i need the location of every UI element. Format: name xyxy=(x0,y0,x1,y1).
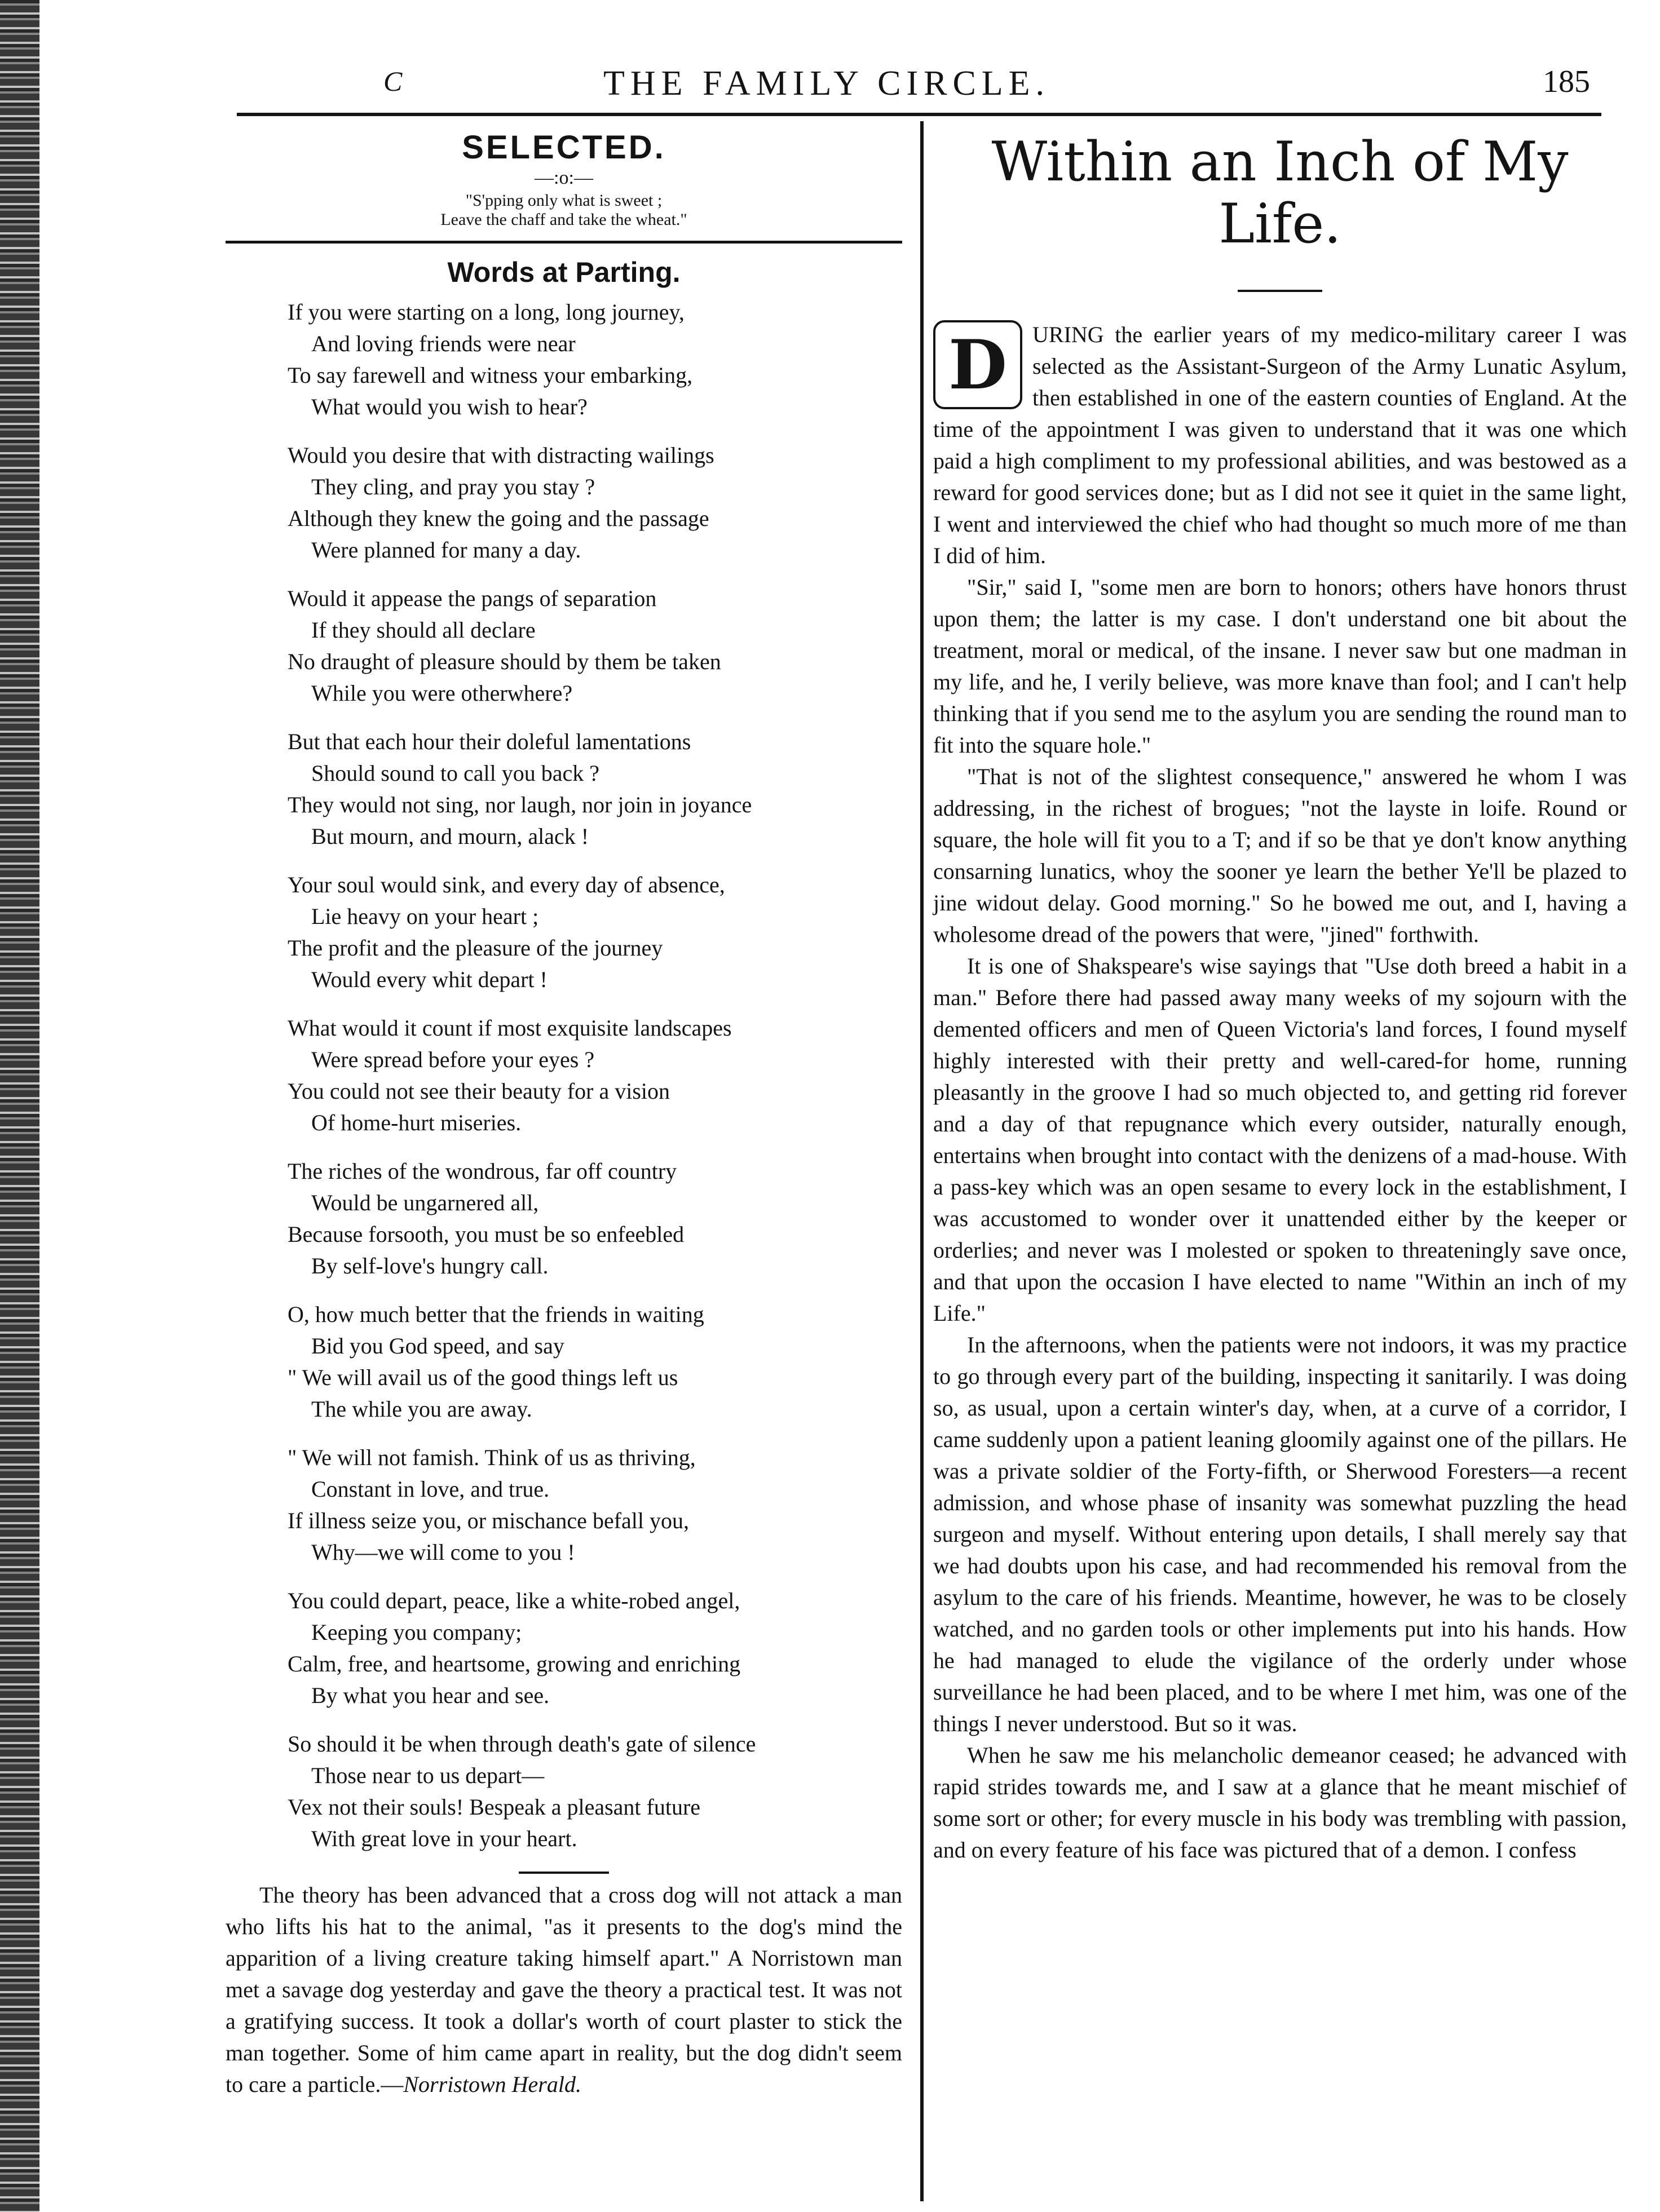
motto xyxy=(226,191,902,229)
dog-paragraph xyxy=(226,1879,902,2100)
publication-title: THE FAMILY CIRCLE. xyxy=(603,64,1050,103)
poem-line: Those near to us depart— xyxy=(311,1763,545,1788)
poem-stanza xyxy=(288,1156,902,1282)
poem-stanza xyxy=(288,1299,902,1425)
poem-line: While you were otherwhere? xyxy=(311,680,573,706)
page-header xyxy=(237,59,1601,110)
motto-line: Leave the chaff and take the wheat." xyxy=(440,210,687,229)
column-divider xyxy=(920,121,924,2201)
poem-line: The profit and the pleasure of the journey xyxy=(288,935,663,961)
poem-line: They would not sing, nor laugh, nor join in joyance xyxy=(288,792,752,817)
article-title: Within an Inch of My Life. xyxy=(991,130,1569,255)
poem-line: Would it appease the pangs of separation xyxy=(288,586,657,611)
poem-body xyxy=(226,297,902,1855)
poem-line: Were planned for many a day. xyxy=(311,537,581,563)
poem-stanza xyxy=(288,297,902,423)
poem-line: Would be ungarnered all, xyxy=(311,1190,539,1215)
poem-line: Bid you God speed, and say xyxy=(311,1333,564,1359)
poem-stanza xyxy=(288,1442,902,1568)
poem-line: They cling, and pray you stay ? xyxy=(311,474,595,499)
poem-line: By what you hear and see. xyxy=(311,1683,550,1708)
poem-line: You could not see their beauty for a vision xyxy=(288,1078,670,1104)
poem-stanza xyxy=(288,1585,902,1711)
article-paragraph: When he saw me his melancholic demeanor ceased; he advanced with rapid strides towards me, and I saw at a glance that he meant mischief of some sort or other; for every muscle in his body was trembling with passion, and on every feature of his face was pictured that of a demon. I confess xyxy=(933,1742,1627,1862)
poem-line: Keeping you company; xyxy=(311,1620,522,1645)
poem-line: What would it count if most exquisite landscapes xyxy=(288,1015,732,1041)
poem-line: Vex not their souls! Bespeak a pleasant future xyxy=(288,1794,701,1820)
header-marker: C xyxy=(383,65,403,97)
poem-line: " We will not famish. Think of us as thriving, xyxy=(288,1445,696,1470)
poem-line: Calm, free, and heartsome, growing and enriching xyxy=(288,1651,741,1676)
page-number: 185 xyxy=(1543,64,1590,99)
poem-line: With great love in your heart. xyxy=(311,1826,577,1851)
poem-line: " We will avail us of the good things left us xyxy=(288,1365,678,1390)
poem-line: Would every whit depart ! xyxy=(311,967,548,992)
poem-line: What would you wish to hear? xyxy=(311,394,588,419)
poem-line: Your soul would sink, and every day of absence, xyxy=(288,872,725,897)
poem-line: The while you are away. xyxy=(311,1396,532,1422)
poem-line: To say farewell and witness your embarking, xyxy=(288,362,693,388)
article-opening xyxy=(933,319,1627,572)
poem-line: But mourn, and mourn, alack ! xyxy=(311,824,589,849)
poem-line: Lie heavy on your heart ; xyxy=(311,904,539,929)
article-paragraph: "Sir," said I, "some men are born to honors; others have honors thrust upon them; the latter is my case. I don't understand one bit about the treatment, moral or medical, of the insane. I never saw but one madman in my life, and he, I verily believe, was more knave than fool; and I can't help thinking that if you send me to the asylum you are sending the round man to fit into the square hole." xyxy=(933,574,1627,758)
poem-stanza xyxy=(288,440,902,566)
poem-line: No draught of pleasure should by them be taken xyxy=(288,649,721,674)
poem-title: Words at Parting. xyxy=(447,256,681,288)
poem-line: If they should all declare xyxy=(311,617,536,643)
poem-line: The riches of the wondrous, far off country xyxy=(288,1158,677,1184)
poem-line: Would you desire that with distracting wailings xyxy=(288,443,714,468)
poem-line: Constant in love, and true. xyxy=(311,1476,550,1502)
drop-cap: D xyxy=(933,320,1022,409)
dog-paragraph-text: The theory has been advanced that a cross dog will not attack a man who lifts his hat to the animal, "as it presents to the dog's mind the apparition of a living creature taking himself apart." A Norristown man met a savage dog yesterday and gave the theory a practical test. It was not a gratifying success. It took a dollar's worth of court plaster to stick the man together. Some of him came apart in reality, but the dog didn't seem to care a particle.— xyxy=(226,1882,902,2097)
binding-edge xyxy=(0,0,39,2212)
poem-line: By self-love's hungry call. xyxy=(311,1253,549,1278)
poem-line: So should it be when through death's gate of silence xyxy=(288,1731,756,1757)
article-paragraph: URING the earlier years of my medico-military career I was selected as the Assistant-Surgeon of the Army Lunatic Asylum, then established in one of the eastern counties of England. At the time of the appointment I was given to understand that it was one which paid a high compliment to my professional abilities, and was bestowed as a reward for good services done; but as I did not see it quiet in the same light, I went and interviewed the chief who had thought so much more of me than I did of him. xyxy=(933,322,1627,568)
header-rule xyxy=(237,113,1601,116)
poem-line: Of home-hurt miseries. xyxy=(311,1110,522,1135)
left-column xyxy=(226,124,902,2204)
section-rule xyxy=(226,241,902,244)
separator-rule xyxy=(519,1872,609,1874)
poem-line: Although they knew the going and the passage xyxy=(288,506,709,531)
poem-stanza xyxy=(288,1728,902,1855)
poem-line: Were spread before your eyes ? xyxy=(311,1047,595,1072)
poem-line: Because forsooth, you must be so enfeebled xyxy=(288,1222,685,1247)
poem-stanza xyxy=(288,726,902,852)
poem-line: Why—we will come to you ! xyxy=(311,1539,575,1565)
poem-line: You could depart, peace, like a white-robed angel, xyxy=(288,1588,740,1613)
poem-line: If illness seize you, or mischance befall you, xyxy=(288,1508,689,1533)
poem-line: Should sound to call you back ? xyxy=(311,760,600,786)
right-column xyxy=(933,124,1627,2204)
dog-paragraph-source: Norristown Herald. xyxy=(403,2072,581,2097)
poem-stanza xyxy=(288,1012,902,1139)
poem-line: But that each hour their doleful lamentations xyxy=(288,729,691,754)
poem-line: And loving friends were near xyxy=(311,331,576,356)
poem-line: O, how much better that the friends in waiting xyxy=(288,1302,704,1327)
poem-line: If you were starting on a long, long journey, xyxy=(288,299,685,325)
article-paragraph: In the afternoons, when the patients were not indoors, it was my practice to go through every part of the building, inspecting it sanitarily. I was doing so, as usual, upon a certain winter's day, when, at a curve of a corridor, I came suddenly upon a patient leaning gloomily against one of the pillars. He was a private soldier of the Forty-fifth, or Sherwood Foresters—a recent admission, and whose phase of insanity was somewhat puzzling the head surgeon and myself. Without entering upon details, I shall merely say that we had doubts upon his case, and had recommended his removal from the asylum to the care of his friends. Meantime, however, he was to be closely watched, and no garden tools or other implements put into his hands. How he had managed to elude the vigilance of the orderly under whose surveillance he had been placed, and to be where I met him, was one of the things I never understood. But so it was. xyxy=(933,1332,1627,1736)
poem-stanza xyxy=(288,583,902,709)
section-ornament: —:o:— xyxy=(535,167,593,188)
title-rule xyxy=(1238,290,1322,292)
motto-line: "S'pping only what is sweet ; xyxy=(465,191,663,210)
article-paragraph: It is one of Shakspeare's wise sayings that "Use doth breed a habit in a man." Before there had passed away many weeks of my sojourn with the demented officers and men of Queen Victoria's land forces, I found myself highly interested with their pretty and well-cared-for home, running pleasantly in the groove I had so much objected to, and getting rid forever and a day of that repugnance which every outsider, naturally enough, entertains when brought into contact with the denizens of a mad-house. With a pass-key which was an open sesame to every lock in the establishment, I was accustomed to wonder over it unattended either by the keeper or orderlies; and never was I molested or spoken to threateningly save once, and that upon the occasion I have elected to name "Within an inch of my Life." xyxy=(933,953,1627,1326)
article-paragraph: "That is not of the slightest consequence," answered he whom I was addressing, in the richest of brogues; "not the layste in loife. Round or square, the hole will fit you to a T; and if so be that ye don't know anything consarning lunatics, whoy the sooner ye learn the bether Ye'll be plazed to jine widout delay. Good morning." So he bowed me out, and I, having a wholesome dread of the powers that were, "jined" forthwith. xyxy=(933,764,1627,947)
section-title: SELECTED. xyxy=(462,129,666,166)
poem-stanza xyxy=(288,869,902,996)
